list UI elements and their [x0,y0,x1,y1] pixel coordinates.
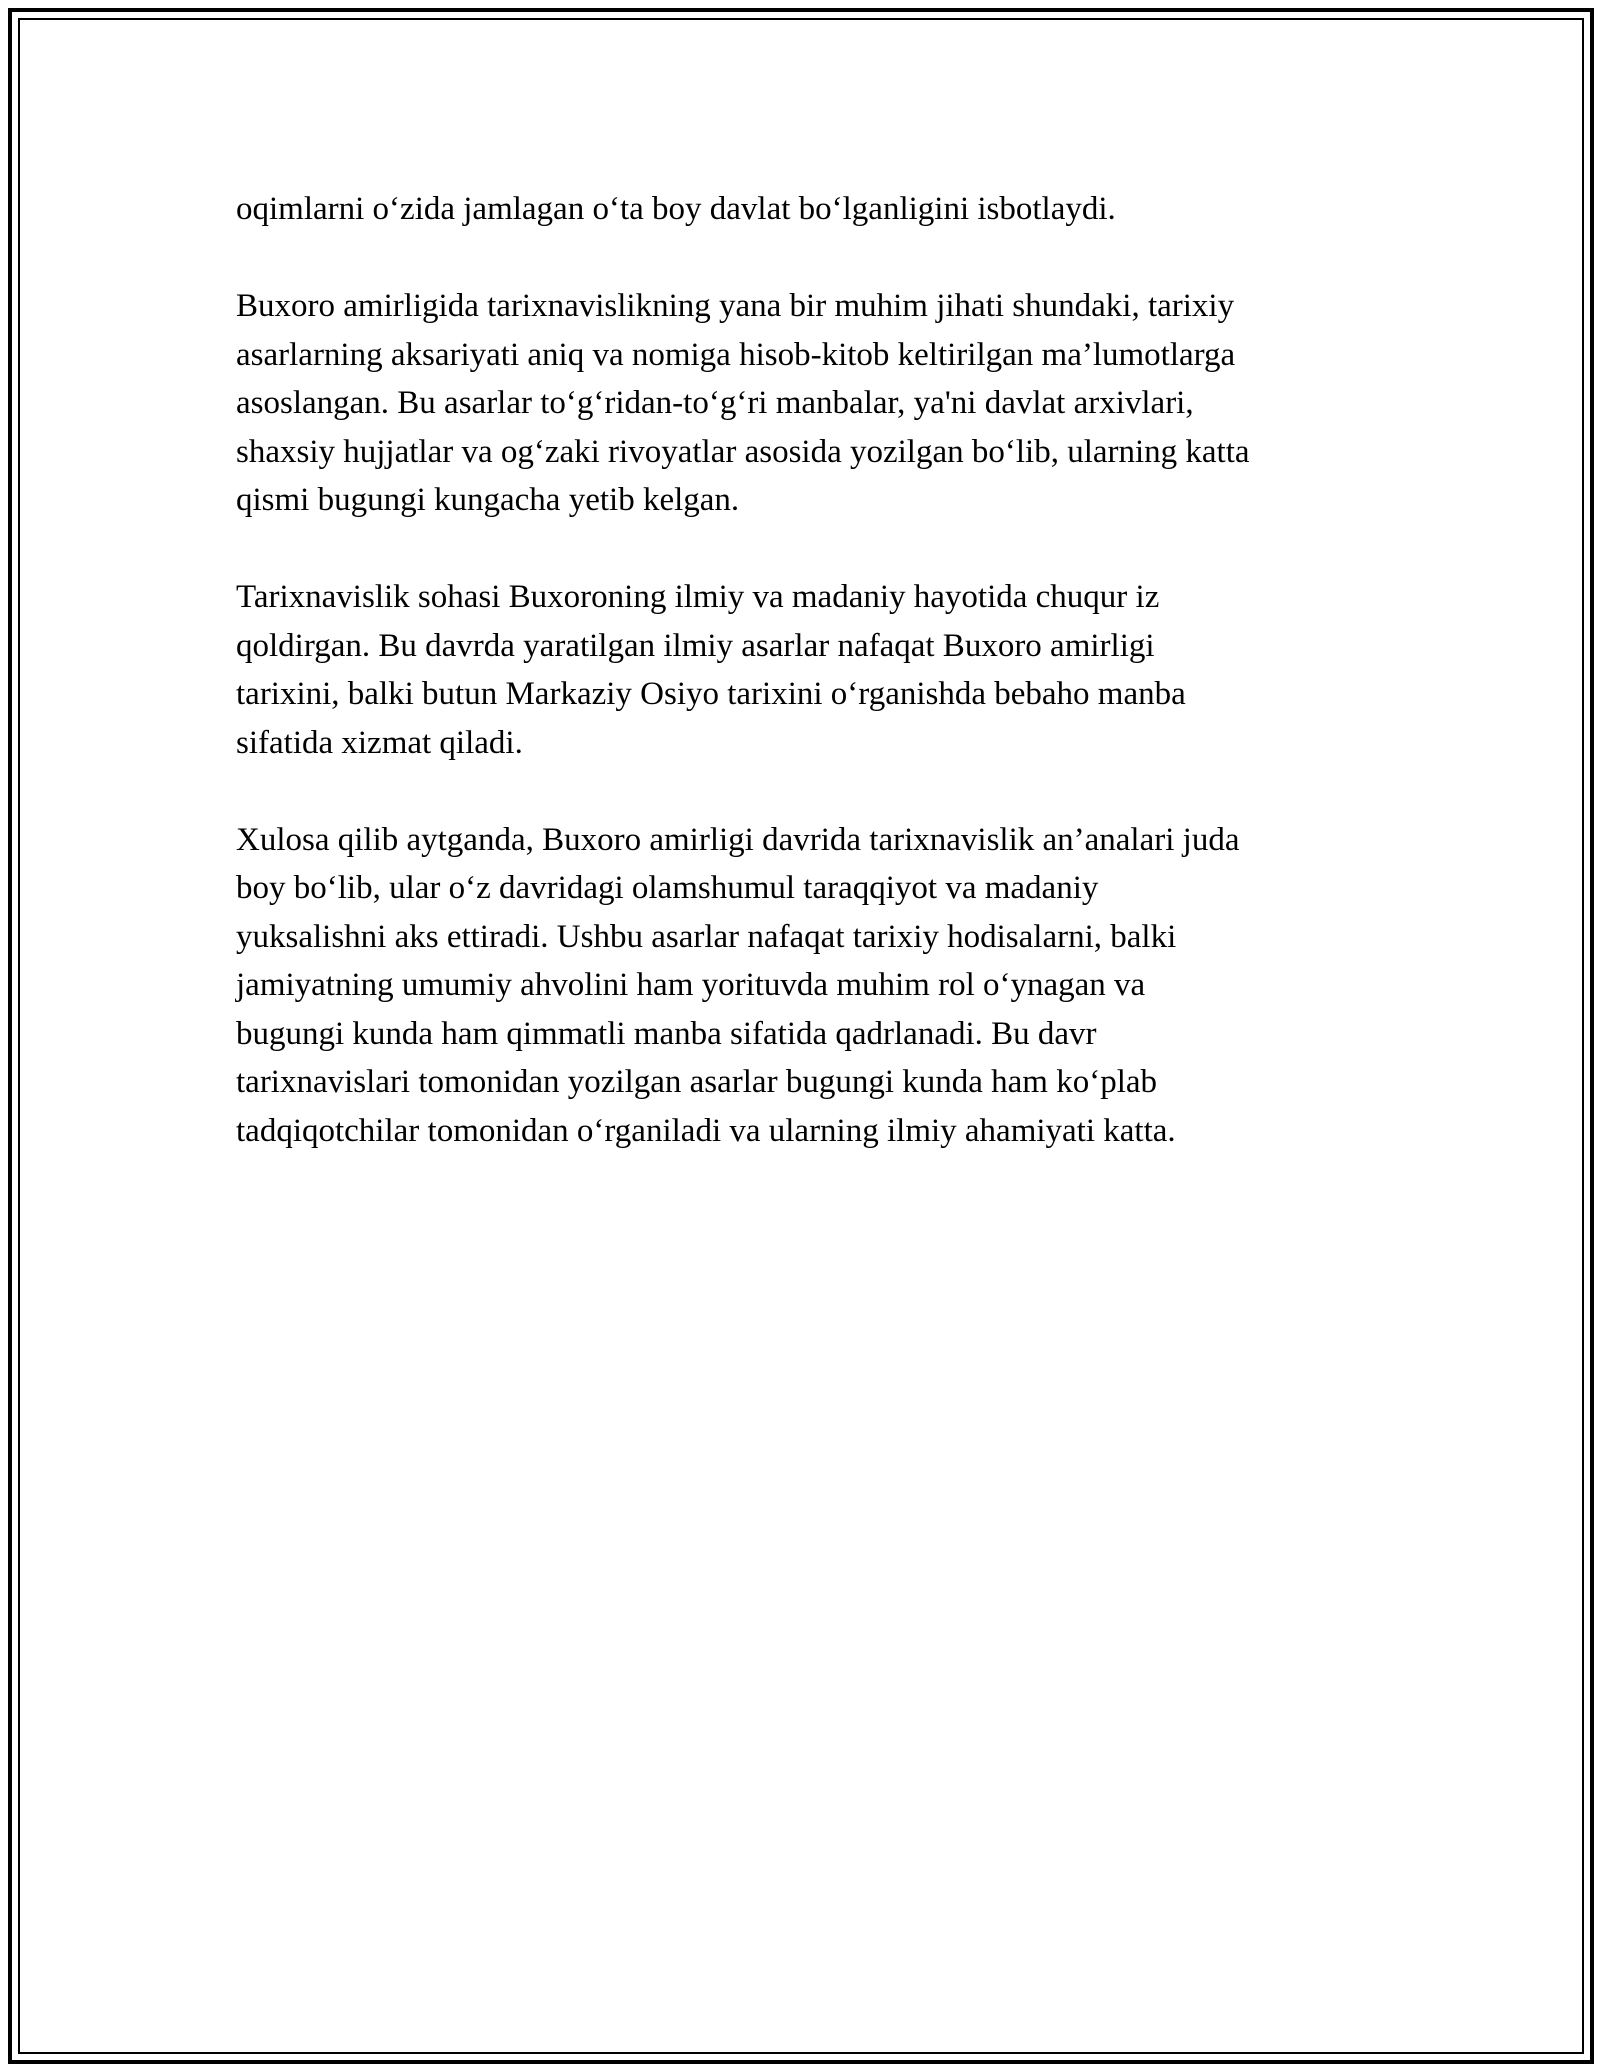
text-line: oqimlarni o‘zida jamlagan o‘ta boy davlat bo‘lganligini isbotlaydi. [236,191,1116,227]
text-line: Buxoro amirligida tarixnavislikning yana bir muhim jihati shundaki, tarixiy [236,288,1235,324]
text-line: Tarixnavislik sohasi Buxoroning ilmiy va madaniy hayotida chuqur iz [236,579,1160,615]
text-line: jamiyatning umumiy ahvolini ham yorituvda muhim rol o‘ynagan va [236,967,1146,1003]
text-line: qoldirgan. Bu davrda yaratilgan ilmiy asarlar nafaqat Buxoro amirligi [236,627,1155,664]
text-line: qismi bugungi kungacha yetib kelgan. [236,482,740,518]
paragraph-4 [236,816,1386,1156]
document-body [236,185,1386,1204]
text-line: tarixini, balki butun Markaziy Osiyo tarixini o‘rganishda bebaho manba [236,676,1186,712]
paragraph-3 [236,573,1386,767]
text-line: asoslangan. Bu asarlar to‘g‘ridan-to‘g‘ri manbalar, ya'ni davlat arxivlari, [236,385,1194,421]
text-line: bugungi kunda ham qimmatli manba sifatida qadrlanadi. Bu davr [236,1015,1097,1052]
text-line: asarlarning aksariyati aniq va nomiga hisob-kitob keltirilgan ma’lumotlarga [236,336,1236,373]
paragraph-1 [236,185,1386,234]
text-line: shaxsiy hujjatlar va og‘zaki rivoyatlar asosida yozilgan bo‘lib, ularning katta [236,433,1250,470]
text-line: boy bo‘lib, ular o‘z davridagi olamshumul taraqqiyot va madaniy [236,870,1099,906]
text-line: sifatida xizmat qiladi. [236,724,523,761]
text-line: tadqiqotchilar tomonidan o‘rganiladi va ularning ilmiy ahamiyati katta. [236,1112,1176,1149]
text-line: yuksalishni aks ettiradi. Ushbu asarlar nafaqat tarixiy hodisalarni, balki [236,918,1177,955]
text-line: tarixnavislari tomonidan yozilgan asarlar bugungi kunda ham ko‘plab [236,1064,1158,1100]
paragraph-2 [236,282,1386,525]
text-line: Xulosa qilib aytganda, Buxoro amirligi davrida tarixnavislik an’analari juda [236,821,1240,858]
